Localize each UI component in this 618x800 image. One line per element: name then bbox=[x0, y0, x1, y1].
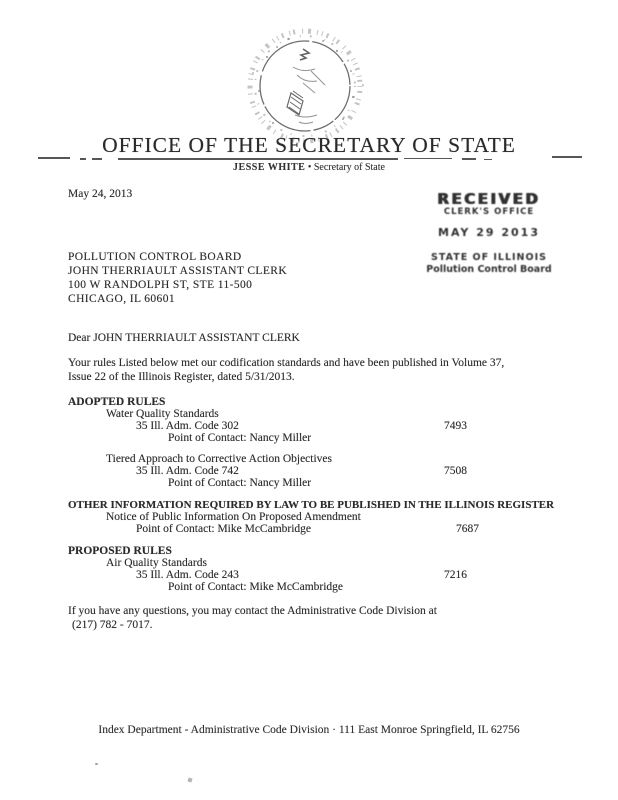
rule-name: Air Quality Standards bbox=[106, 557, 207, 569]
letter-date: May 24, 2013 bbox=[68, 188, 133, 200]
illinois-secretary-of-state-seal-icon bbox=[233, 27, 378, 145]
adopted-rules-heading: ADOPTED RULES bbox=[68, 396, 166, 408]
secretary-role: Secretary of State bbox=[313, 162, 385, 173]
recipient-line: POLLUTION CONTROL BOARD bbox=[68, 251, 242, 263]
header-rule-right-dash bbox=[462, 158, 476, 160]
stamp-received: RECEIVED bbox=[437, 190, 541, 208]
recipient-line: JOHN THERRIAULT ASSISTANT CLERK bbox=[68, 265, 288, 277]
footer-address: Index Department - Administrative Code Division · 111 East Monroe Springfield, IL 62756 bbox=[98, 724, 520, 736]
stamp-state: STATE OF ILLINOIS bbox=[431, 252, 547, 263]
stamp-date: MAY 29 2013 bbox=[438, 226, 540, 239]
subtitle-separator: • bbox=[307, 162, 312, 173]
header-rule-right-dot bbox=[404, 158, 452, 159]
office-title: OFFICE OF THE SECRETARY OF STATE bbox=[102, 133, 516, 157]
register-page-number: 7687 bbox=[456, 523, 479, 535]
rule-name: Tiered Approach to Corrective Action Objectives bbox=[106, 453, 333, 465]
stamp-office: CLERK'S OFFICE bbox=[443, 207, 535, 217]
closing-text-line: If you have any questions, you may contact the Administrative Code Division at bbox=[68, 605, 437, 617]
recipient-line: 100 W RANDOLPH ST, STE 11-500 bbox=[68, 279, 253, 291]
scan-speck bbox=[95, 763, 98, 765]
header-rule-main bbox=[118, 158, 398, 160]
secretary-name: JESSE WHITE bbox=[233, 162, 306, 173]
scan-speck bbox=[187, 777, 192, 782]
closing-phone: (217) 782 - 7017. bbox=[72, 619, 153, 631]
other-item-contact-row bbox=[136, 523, 479, 536]
proposed-rules-heading: PROPOSED RULES bbox=[68, 545, 172, 557]
header-rule-right-dash2 bbox=[484, 159, 492, 160]
rule-contact: Point of Contact: Mike McCambridge bbox=[168, 581, 344, 593]
rule-name: Water Quality Standards bbox=[106, 408, 219, 420]
recipient-line: CHICAGO, IL 60601 bbox=[68, 293, 175, 305]
register-page-number: 7493 bbox=[444, 420, 467, 432]
register-page-number: 7216 bbox=[444, 569, 467, 581]
rule-contact: Point of Contact: Nancy Miller bbox=[168, 432, 312, 444]
rule-code: 35 Ill. Adm. Code 302 bbox=[136, 420, 239, 432]
body-text-line: Your rules Listed below met our codification standards and have been published in Volume 37, bbox=[68, 357, 505, 369]
header-rule-left-dash bbox=[38, 157, 70, 159]
header-subtitle bbox=[0, 162, 618, 173]
other-information-heading: OTHER INFORMATION REQUIRED BY LAW TO BE PUBLISHED IN THE ILLINOIS REGISTER bbox=[68, 499, 555, 511]
header-rule-far-right-dash bbox=[552, 156, 582, 158]
header-rule-left-dot bbox=[80, 158, 86, 160]
rule-code: 35 Ill. Adm. Code 243 bbox=[136, 569, 239, 581]
rule-contact: Point of Contact: Nancy Miller bbox=[168, 477, 312, 489]
rule-code: 35 Ill. Adm. Code 742 bbox=[136, 465, 239, 477]
stamp-board: Pollution Control Board bbox=[426, 264, 552, 275]
header-rule-left-dot2 bbox=[92, 158, 102, 160]
salutation: Dear JOHN THERRIAULT ASSISTANT CLERK bbox=[68, 332, 300, 344]
received-stamp bbox=[396, 190, 582, 275]
body-text-line: Issue 22 of the Illinois Register, dated 5/31/2013. bbox=[68, 371, 295, 383]
register-page-number: 7508 bbox=[444, 465, 467, 477]
other-item-contact: Point of Contact: Mike McCambridge bbox=[136, 523, 312, 535]
other-item-name: Notice of Public Information On Proposed Amendment bbox=[106, 511, 361, 523]
